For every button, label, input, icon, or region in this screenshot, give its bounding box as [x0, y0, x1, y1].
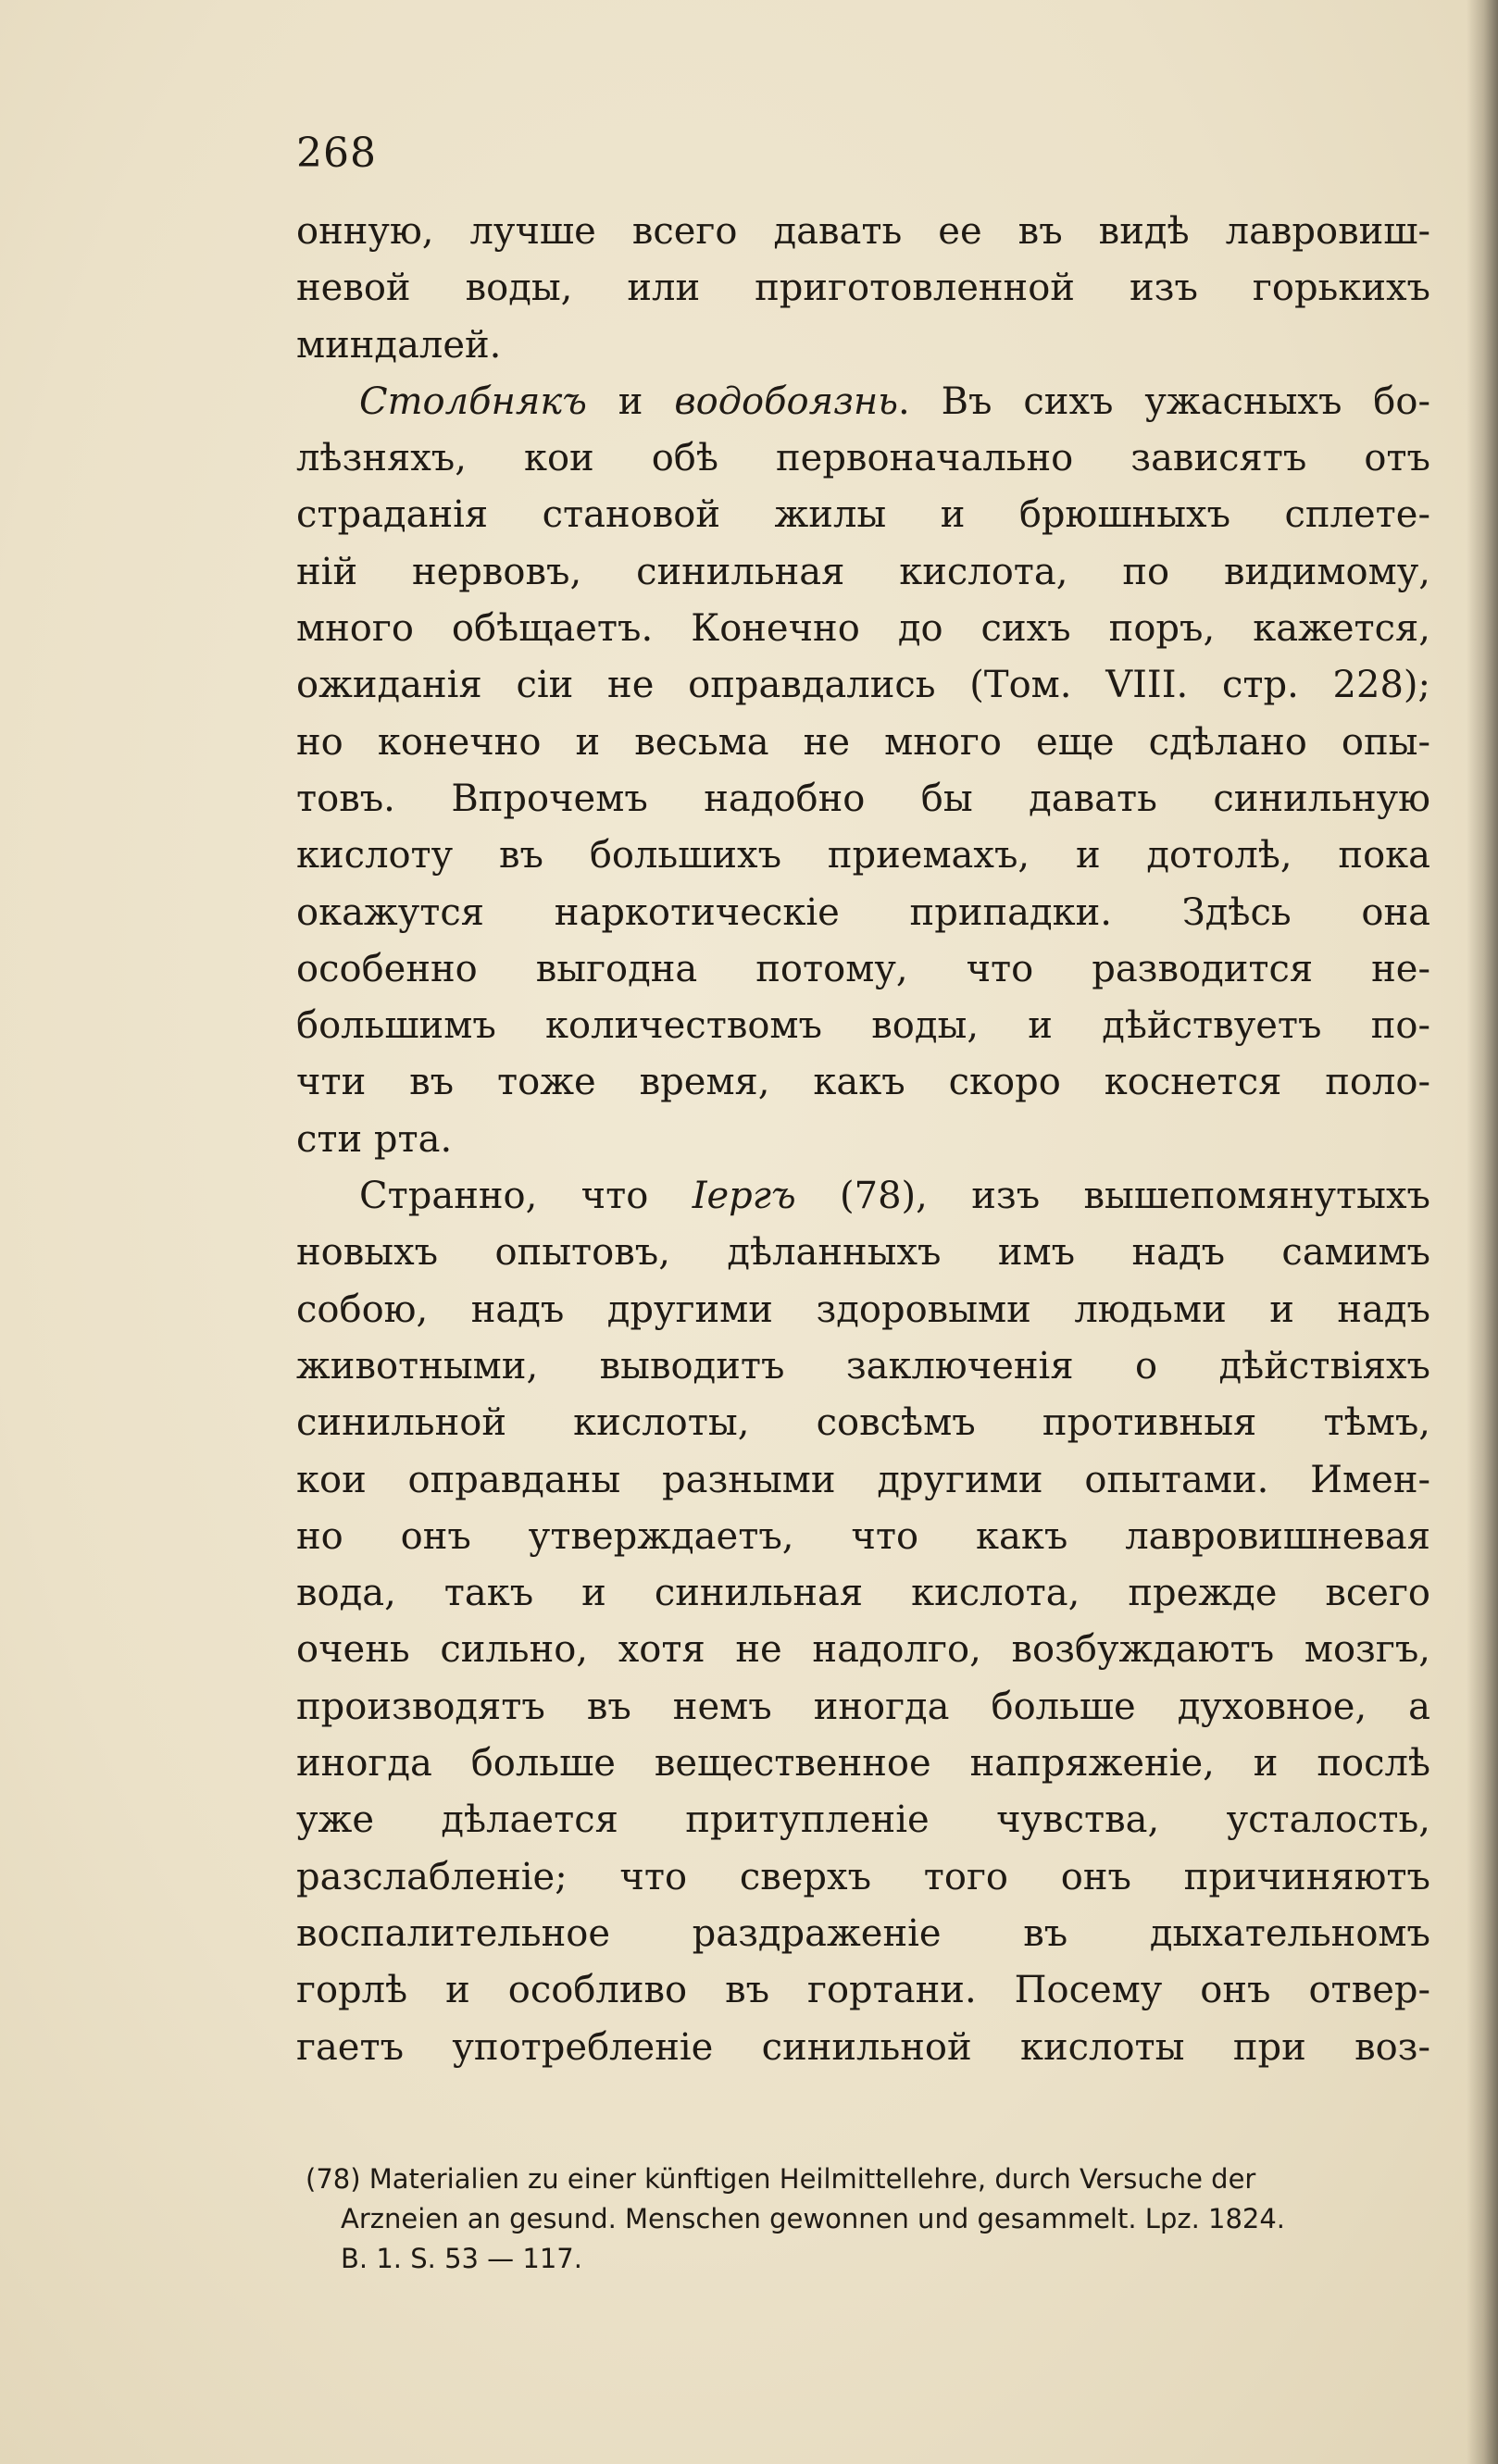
text-line: лѣзняхъ, кои обѣ первоначально зависятъ отъ — [296, 437, 1430, 480]
footnote-line: (78) Materialien zu einer künftigen Heilmittellehre, durch Versuche der — [306, 2163, 1256, 2195]
text-line: очень сильно, хотя не надолго, возбуждаютъ мозгъ, — [296, 1628, 1430, 1672]
text-line: окажутся наркотическіе припадки. Здѣсь она — [296, 890, 1430, 934]
paragraph-start-line: Столбнякъ и водобоязнь. Въ сихъ ужасныхъ бо- — [359, 380, 1430, 423]
text-line: уже дѣлается притупленіе чувства, усталость, — [296, 1798, 1430, 1842]
text-line: разслабленіе; что сверхъ того онъ причиняютъ — [296, 1855, 1430, 1898]
text-line: много обѣщаетъ. Конечно до сихъ поръ, кажется, — [296, 607, 1430, 651]
text-line: кислоту въ большихъ приемахъ, и дотолѣ, пока — [296, 834, 1430, 877]
text-line: чти въ тоже время, какъ скоро коснется поло- — [296, 1061, 1430, 1104]
text-line: ожиданія сіи не оправдались (Том. VIII. стр. 228); — [296, 664, 1430, 707]
text-line: сти рта. — [296, 1117, 453, 1161]
text-line: горлѣ и особливо въ гортани. Посему онъ отвер- — [296, 1969, 1430, 2012]
footnote — [306, 2159, 1435, 2279]
text-line: особенно выгодна потому, что разводится не- — [296, 947, 1430, 990]
text-line: собою, надъ другими здоровыми людьми и надъ — [296, 1288, 1430, 1331]
text-line: гаетъ употребленіе синильной кислоты при воз- — [296, 2025, 1430, 2069]
main-text — [296, 204, 1430, 2076]
paragraph-start-line: Странно, что Іергъ (78), изъ вышепомянутыхъ — [359, 1175, 1430, 1218]
text-line: производятъ въ немъ иногда больше духовное, а — [296, 1685, 1430, 1728]
text-line: но онъ утверждаетъ, что какъ лавровишневая — [296, 1514, 1430, 1558]
text-line: большимъ количествомъ воды, и дѣйствуетъ по- — [296, 1004, 1430, 1048]
italic-term: Столбнякъ — [359, 380, 587, 423]
text-line: но конечно и весьма не много еще сдѣлано опы- — [296, 720, 1430, 764]
footnote-line: Arzneien an gesund. Menschen gewonnen und gesammelt. Lpz. 1824. — [341, 2203, 1286, 2234]
italic-term: Іергъ — [692, 1175, 796, 1218]
text-line: ній нервовъ, синильная кислота, по видимому, — [296, 550, 1430, 593]
text-line: невой воды, или приготовленной изъ горькихъ — [296, 267, 1430, 310]
text-line: вода, такъ и синильная кислота, прежде всего — [296, 1572, 1430, 1615]
italic-term: водобоязнь — [674, 380, 899, 423]
text-line: иногда больше вещественное напряженіе, и послѣ — [296, 1742, 1430, 1786]
text-line: синильной кислоты, совсѣмъ противныя тѣмъ, — [296, 1401, 1430, 1445]
text-line: новыхъ опытовъ, дѣланныхъ имъ надъ самимъ — [296, 1231, 1430, 1275]
text-line: животными, выводитъ заключенія о дѣйствіяхъ — [296, 1344, 1430, 1388]
text-line: онную, лучше всего давать ее въ видѣ лавровиш- — [296, 210, 1430, 253]
page-number: 268 — [296, 130, 377, 177]
footnote-line: B. 1. S. 53 — 117. — [341, 2243, 582, 2274]
text-line: кои оправданы разными другими опытами. Имен- — [296, 1458, 1430, 1501]
page-edge-shadow — [1467, 0, 1498, 2464]
text-line: воспалительное раздраженіе въ дыхательномъ — [296, 1911, 1430, 1955]
text-line: страданія становой жилы и брюшныхъ сплете- — [296, 493, 1430, 537]
text-line: миндалей. — [296, 323, 502, 367]
text-line: товъ. Впрочемъ надобно бы давать синильную — [296, 777, 1430, 820]
